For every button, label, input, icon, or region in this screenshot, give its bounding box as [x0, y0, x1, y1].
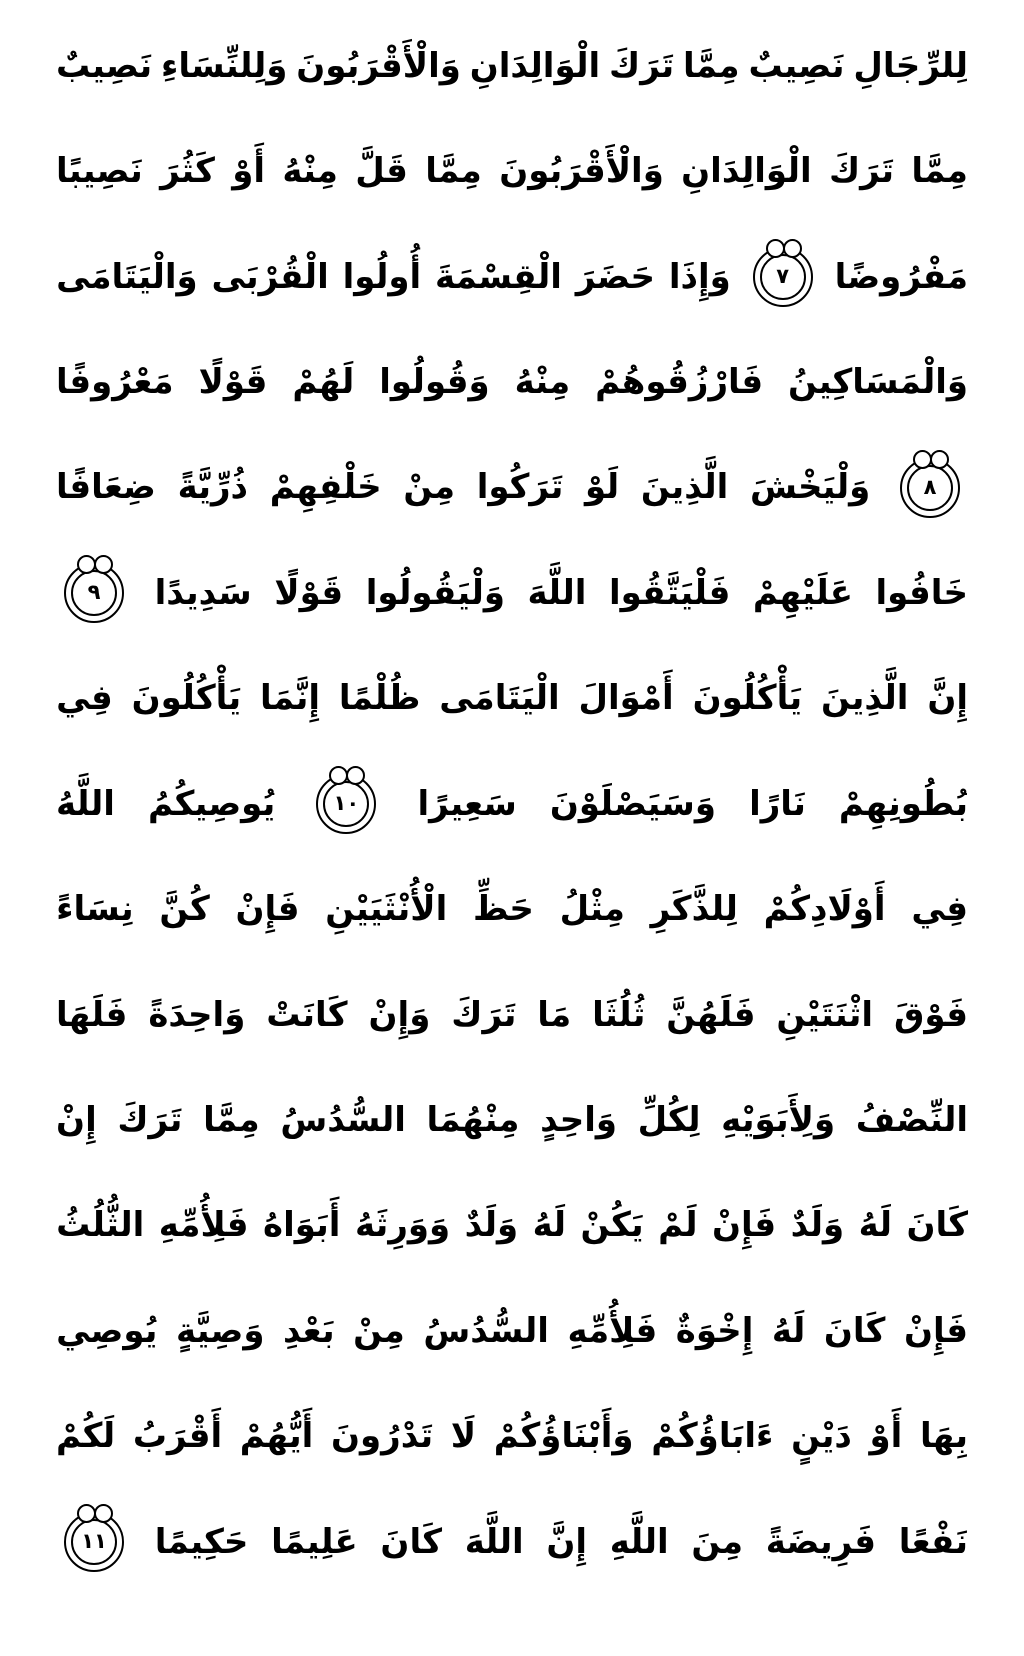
- quran-word: اللَّهَ: [464, 1521, 524, 1562]
- quran-word: بَعْدِ: [283, 1310, 335, 1351]
- mushaf-line: [56, 647, 968, 751]
- quran-word: لَهُمْ: [292, 361, 355, 402]
- quran-word: فَوْقَ: [894, 994, 968, 1035]
- quran-word: ثُلُثَا: [592, 994, 646, 1035]
- quran-word: أَوْ: [869, 1416, 903, 1457]
- ayah-number: ٨: [907, 465, 953, 511]
- mushaf-line: [56, 857, 968, 961]
- ayah-end-marker-icon: [64, 1512, 124, 1572]
- quran-word: الَّذِينَ: [821, 678, 909, 719]
- quran-word: الْقِسْمَةَ: [435, 256, 562, 297]
- quran-word: بُطُونِهِمْ: [838, 783, 968, 824]
- quran-word: وَصِيَّةٍ: [175, 1310, 265, 1351]
- quran-word: إِنَّمَا: [260, 678, 321, 719]
- quran-word: نَصِيبٌ: [56, 45, 153, 86]
- mushaf-line: [56, 225, 968, 329]
- quran-word: إِنْ: [56, 1099, 97, 1140]
- quran-word: تَرَكَ: [117, 1099, 183, 1140]
- quran-word: حَكِيمًا: [154, 1521, 249, 1562]
- quran-word: فَإِنْ: [712, 1205, 777, 1246]
- quran-word: نَارًا: [749, 783, 806, 824]
- quran-word: فَلَهَا: [56, 994, 128, 1035]
- quran-word: وَإِنْ: [368, 994, 431, 1035]
- quran-word: مِمَّا: [682, 45, 740, 86]
- ayah-end-marker-icon: [316, 774, 376, 834]
- quran-word: مِنْهُ: [282, 151, 338, 192]
- quran-word: الْيَتَامَى: [439, 678, 560, 719]
- quran-word: أَبَوَاهُ: [263, 1205, 341, 1246]
- quran-word: أَيُّهُمْ: [239, 1416, 314, 1457]
- quran-word: اللَّهِ: [609, 1521, 669, 1562]
- quran-word: الْوَالِدَانِ: [681, 151, 812, 192]
- quran-word: يَأْكُلُونَ: [131, 678, 242, 719]
- mushaf-line: [56, 963, 968, 1067]
- quran-word: عَلِيمًا: [271, 1521, 358, 1562]
- quran-word: مِمَّا: [425, 151, 482, 192]
- quran-word: كَانَتْ: [266, 994, 348, 1035]
- ayah-number: ٩: [71, 570, 117, 616]
- quran-word: وَإِذَا: [668, 256, 731, 297]
- quran-word: مَا: [537, 994, 572, 1035]
- quran-word: لَوْ: [585, 467, 620, 508]
- quran-word: تَرَكَ: [609, 45, 675, 86]
- quran-word: كَثُرَ: [160, 151, 215, 192]
- quran-word: الَّذِينَ: [640, 467, 729, 508]
- quran-word: وَلْيَخْشَ: [749, 467, 871, 508]
- quran-word: نَصِيبٌ: [748, 45, 845, 86]
- quran-word: إِنَّ: [546, 1521, 588, 1562]
- quran-word: عَلَيْهِمْ: [752, 572, 853, 613]
- quran-word: قَوْلًا: [274, 572, 344, 613]
- quran-word: مَفْرُوضًا: [834, 256, 968, 297]
- quran-word: فَلِأُمِّهِ: [567, 1310, 658, 1351]
- mushaf-line: [56, 1490, 968, 1594]
- quran-word: سَدِيدًا: [154, 572, 252, 613]
- quran-word: النِّصْفُ: [855, 1099, 968, 1140]
- quran-word: فَإِنْ: [903, 1310, 968, 1351]
- ayah-end-marker-icon: [64, 563, 124, 623]
- quran-word: مِنْ: [403, 467, 455, 508]
- quran-word: وَسَيَصْلَوْنَ: [549, 783, 716, 824]
- mushaf-line: [56, 752, 968, 856]
- mushaf-line: [56, 14, 968, 118]
- quran-word: قَلَّ: [355, 151, 408, 192]
- quran-word: أُولُوا: [342, 256, 422, 297]
- quran-word: حَضَرَ: [575, 256, 655, 297]
- quran-word: يُوصِيكُمُ: [148, 783, 276, 824]
- quran-word: أَقْرَبُ: [132, 1416, 223, 1457]
- quran-word: قَوْلًا: [198, 361, 268, 402]
- ayah-number: ١٠: [323, 781, 369, 827]
- quran-word: السُّدُسُ: [280, 1099, 406, 1140]
- quran-word: اللَّهَ: [527, 572, 587, 613]
- quran-word: كَانَ: [906, 1205, 968, 1246]
- quran-word: وَلَدٌ: [790, 1205, 845, 1246]
- mushaf-line: [56, 1174, 968, 1278]
- quran-word: وَوَرِثَهُ: [354, 1205, 451, 1246]
- quran-word: اللَّهُ: [56, 783, 115, 824]
- quran-word: فَلْيَتَّقُوا: [608, 572, 731, 613]
- quran-word: وَالْيَتَامَى: [56, 256, 198, 297]
- quran-word: السُّدُسُ: [423, 1310, 549, 1351]
- quran-word: تَرَكُوا: [476, 467, 564, 508]
- mushaf-line: [56, 541, 968, 645]
- quran-word: فِي: [911, 889, 968, 930]
- ayah-end-marker-icon: [753, 247, 813, 307]
- quran-word: الثُّلُثُ: [56, 1205, 145, 1246]
- quran-word: وَلْيَقُولُوا: [365, 572, 505, 613]
- mushaf-line: [56, 1068, 968, 1172]
- quran-word: إِنَّ: [927, 678, 968, 719]
- quran-word: بِهَا: [920, 1416, 968, 1457]
- quran-word: وَقُولُوا: [379, 361, 490, 402]
- quran-word: الْأُنْثَيَيْنِ: [325, 889, 448, 930]
- quran-word: ذُرِّيَّةً: [177, 467, 248, 508]
- quran-word: أَوْلَادِكُمْ: [763, 889, 886, 930]
- quran-word: لِلرِّجَالِ: [853, 45, 968, 86]
- quran-word: الْوَالِدَانِ: [469, 45, 601, 86]
- quran-word: ظُلْمًا: [338, 678, 421, 719]
- quran-word: تَرَكَ: [828, 151, 895, 192]
- quran-word: نِسَاءً: [56, 889, 134, 930]
- quran-word: وَاحِدَةً: [148, 994, 246, 1035]
- quran-word: وَلِلنِّسَاءِ: [161, 45, 288, 86]
- mushaf-line: [56, 436, 968, 540]
- quran-word: سَعِيرًا: [417, 783, 517, 824]
- quran-word: اثْنَتَيْنِ: [776, 994, 874, 1035]
- quran-word: ضِعَافًا: [56, 467, 156, 508]
- quran-word: وَلَدٌ: [464, 1205, 519, 1246]
- quran-word: مِنْهُمَا: [426, 1099, 520, 1140]
- quran-word: وَالْأَقْرَبُونَ: [499, 151, 664, 192]
- quran-word: فَإِنْ: [235, 889, 300, 930]
- quran-word: لَكُمْ: [56, 1416, 116, 1457]
- quran-word: لَهُ: [532, 1205, 567, 1246]
- quran-word: مِمَّا: [203, 1099, 260, 1140]
- quran-word: ءَابَاؤُكُمْ: [651, 1416, 774, 1457]
- quran-word: وَأَبْنَاؤُكُمْ: [493, 1416, 634, 1457]
- quran-word: لَهُ: [858, 1205, 892, 1246]
- quran-word: تَدْرُونَ: [330, 1416, 434, 1457]
- quran-word: أَوْ: [232, 151, 266, 192]
- quran-word: مِثْلُ: [559, 889, 625, 930]
- quran-word: خَافُوا: [875, 572, 968, 613]
- quran-word: كُنَّ: [159, 889, 210, 930]
- quran-word: لِلذَّكَرِ: [650, 889, 738, 930]
- quran-word: لَهُ: [771, 1310, 806, 1351]
- quran-word: وَلِأَبَوَيْهِ: [721, 1099, 836, 1140]
- quran-word: يَأْكُلُونَ: [692, 678, 803, 719]
- mushaf-line: [56, 119, 968, 223]
- quran-word: لِكُلِّ: [637, 1099, 701, 1140]
- quran-word: أَمْوَالَ: [578, 678, 674, 719]
- quran-word: كَانَ: [823, 1310, 886, 1351]
- quran-word: فَرِيضَةً: [765, 1521, 877, 1562]
- quran-word: مِنْ: [353, 1310, 405, 1351]
- mushaf-line: [56, 330, 968, 434]
- quran-word: يُوصِي: [56, 1310, 158, 1351]
- quran-word: لَمْ: [658, 1205, 698, 1246]
- quran-word: فَارْزُقُوهُمْ: [595, 361, 764, 402]
- quran-word: وَالْمَسَاكِينُ: [788, 361, 968, 402]
- mushaf-line: [56, 1384, 968, 1488]
- quran-word: لَا: [450, 1416, 477, 1457]
- quran-word: مَعْرُوفًا: [56, 361, 174, 402]
- quran-word: تَرَكَ: [451, 994, 517, 1035]
- mushaf-line: [56, 1279, 968, 1383]
- quran-word: وَالْأَقْرَبُونَ: [296, 45, 461, 86]
- quran-word: فَلِأُمِّهِ: [158, 1205, 249, 1246]
- ayah-number: ٧: [760, 254, 806, 300]
- quran-word: فِي: [56, 678, 113, 719]
- quran-word: مِنَ: [691, 1521, 744, 1562]
- quran-word: يَكُنْ: [580, 1205, 644, 1246]
- ayah-end-marker-icon: [900, 458, 960, 518]
- quran-word: مِمَّا: [911, 151, 968, 192]
- quran-word: حَظِّ: [472, 889, 534, 930]
- quran-word: دَيْنٍ: [791, 1416, 852, 1457]
- quran-word: نَصِيبًا: [56, 151, 143, 192]
- quran-word: فَلَهُنَّ: [666, 994, 756, 1035]
- quran-word: كَانَ: [380, 1521, 442, 1562]
- quran-word: نَفْعًا: [898, 1521, 968, 1562]
- quran-word: مِنْهُ: [514, 361, 571, 402]
- quran-word: إِخْوَةٌ: [675, 1310, 754, 1351]
- quran-word: الْقُرْبَى: [211, 256, 329, 297]
- quran-word: خَلْفِهِمْ: [269, 467, 382, 508]
- quran-word: وَاحِدٍ: [540, 1099, 618, 1140]
- ayah-number: ١١: [71, 1519, 117, 1565]
